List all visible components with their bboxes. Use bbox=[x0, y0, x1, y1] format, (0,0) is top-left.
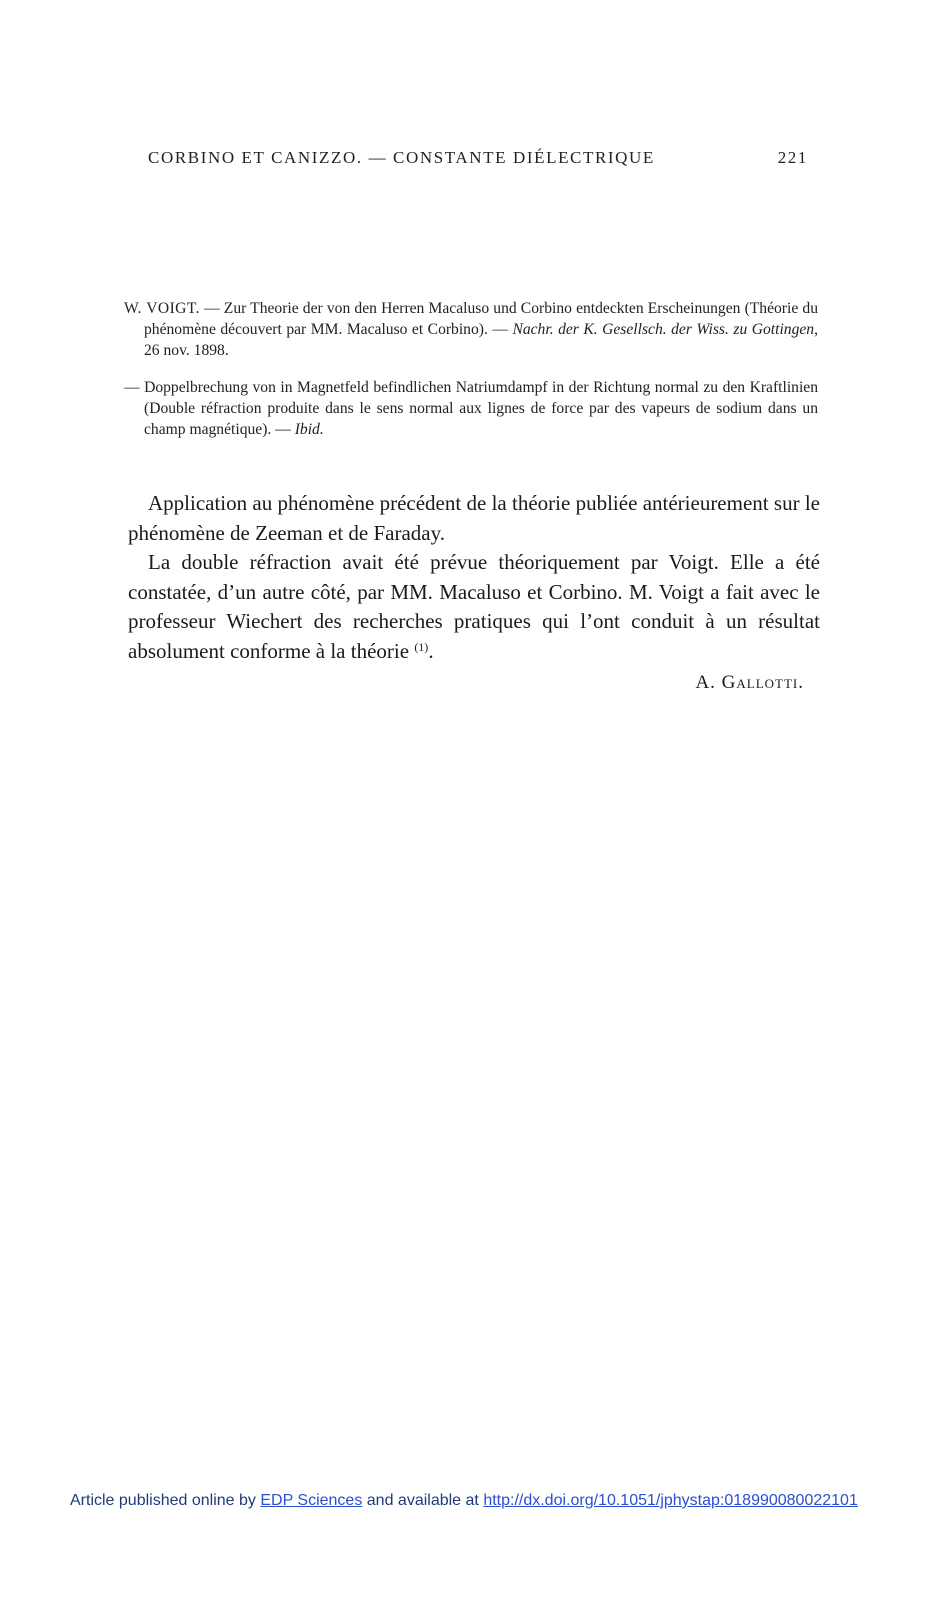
running-title: CORBINO ET CANIZZO. — CONSTANTE DIÉLECTRIQUE bbox=[148, 148, 655, 167]
body-paragraph: Application au phénomène précédent de la théorie publiée antérieurement sur le phénomène de Zeeman et de Faraday. bbox=[128, 491, 820, 545]
publisher-link[interactable]: EDP Sciences bbox=[260, 1492, 363, 1509]
reference-title: — Doppelbrechung von in Magnetfeld befindlichen Natriumdampf in der Richtung normal zu den Kraftlinien (Double réfraction produite dans le sens normal aux lignes de force par des vapeurs de sodium dans un champ magnétique). — bbox=[124, 379, 818, 438]
running-header bbox=[148, 148, 808, 168]
article-body bbox=[128, 489, 820, 698]
reference-date: , 26 nov. 1898. bbox=[144, 321, 818, 359]
footer-middle: and available at bbox=[362, 1492, 484, 1509]
author-signature: A. Gallotti. bbox=[695, 672, 804, 693]
footer-prefix: Article published online by bbox=[70, 1492, 261, 1509]
reference-journal: Ibid. bbox=[294, 421, 324, 438]
reference-journal: Nachr. der K. Gesellsch. der Wiss. zu Gottingen bbox=[512, 321, 815, 338]
footnote-marker[interactable]: (1) bbox=[414, 639, 429, 654]
reference-entry bbox=[124, 298, 818, 361]
body-paragraph-text: La double réfraction avait été prévue théoriquement par Voigt. Elle a été constatée, d’un autre côté, par MM. Macaluso et Corbino. M. Voigt a fait avec le professeur Wiechert des recherches pratiques qui l’ont conduit à un résultat absolument conforme à la théorie bbox=[128, 550, 820, 663]
body-paragraph-end: . bbox=[428, 638, 434, 663]
doi-link[interactable]: http://dx.doi.org/10.1051/jphystap:018990080022101 bbox=[483, 1492, 858, 1509]
bibliography-block bbox=[124, 298, 818, 456]
reference-title: — Zur Theorie der von den Herren Macaluso und Corbino entdeckten Erscheinungen (Théorie du phénomène découvert par MM. Macaluso et Corbino). — bbox=[144, 300, 818, 338]
page-number: 221 bbox=[777, 148, 808, 167]
reference-author: W. VOIGT. bbox=[124, 300, 200, 317]
reference-entry bbox=[124, 377, 818, 440]
publication-footer bbox=[70, 1492, 900, 1510]
body-paragraph bbox=[128, 548, 820, 666]
